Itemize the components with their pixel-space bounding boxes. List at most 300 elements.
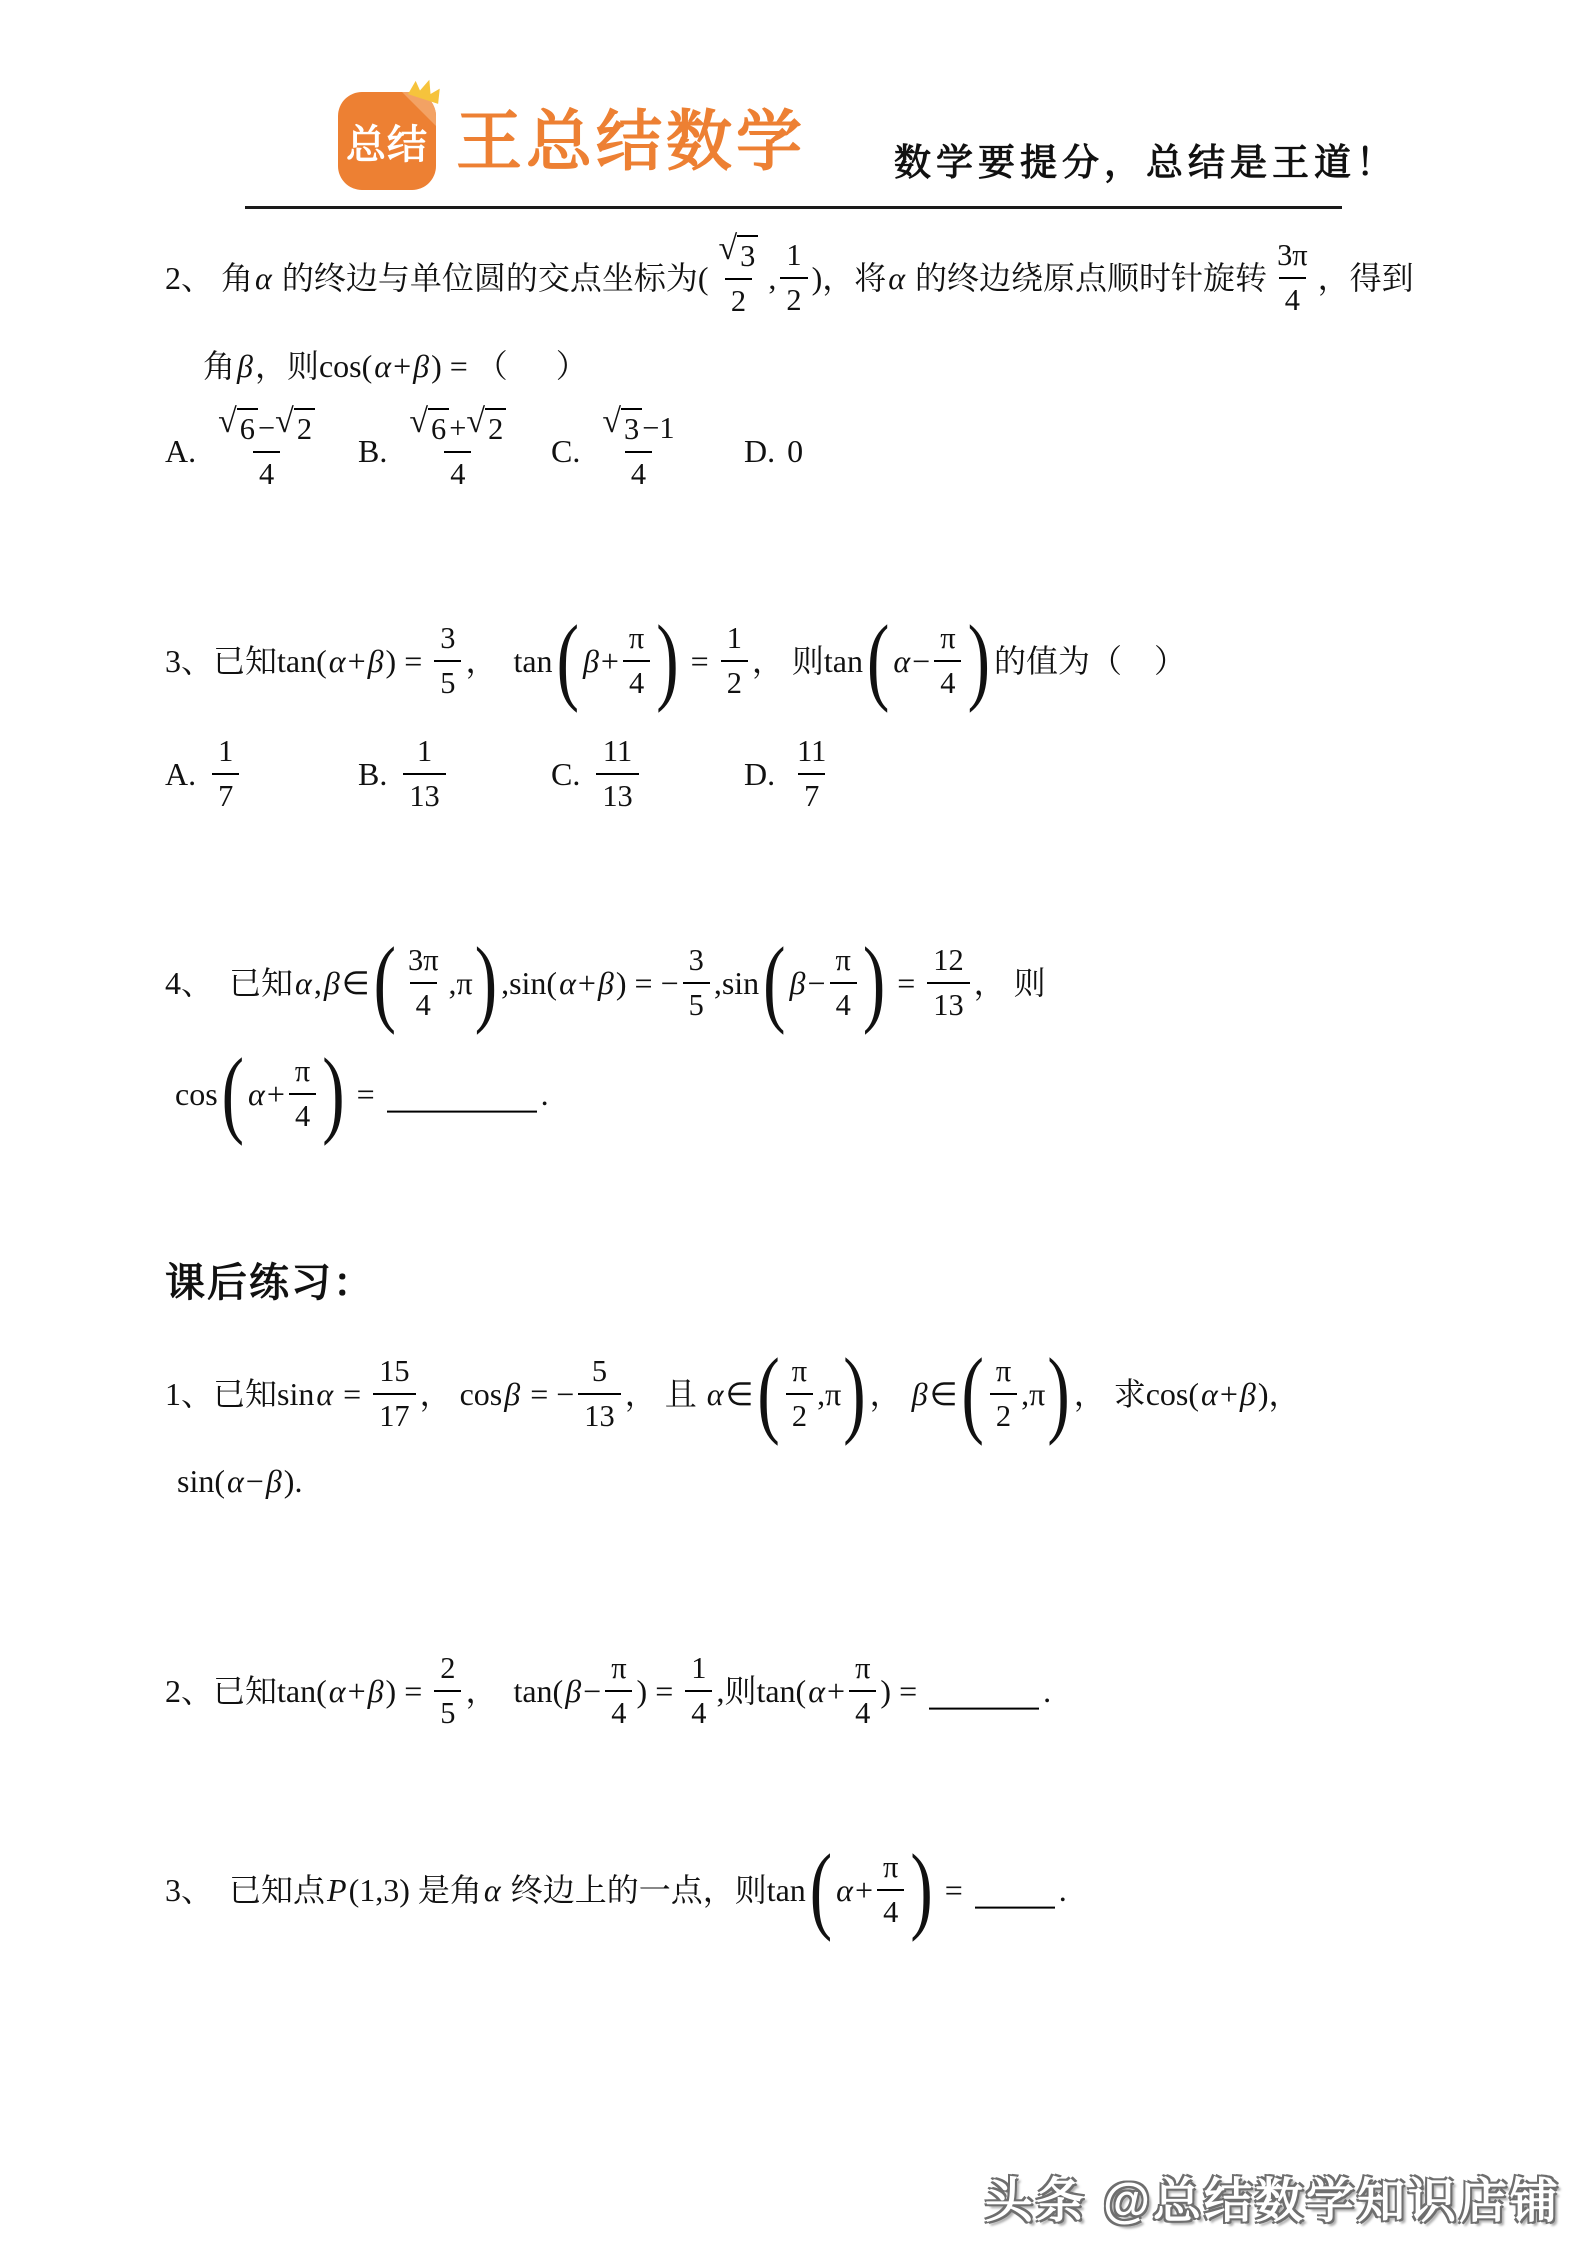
math-text: 3、 已知点: [165, 1871, 326, 1908]
right-paren: ): [843, 1338, 866, 1447]
math-text: 的值为（ ）: [993, 642, 1186, 679]
math-text: ， 则: [973, 964, 1046, 1001]
math-variable: β: [582, 642, 599, 679]
fraction-denominator: [798, 773, 825, 815]
fraction: [402, 941, 445, 1024]
math-variable: α: [328, 1672, 346, 1709]
logo: [338, 92, 806, 190]
homework-1-line-1: [165, 1338, 1447, 1447]
math-text: 0: [787, 432, 804, 469]
math-variable: β: [1239, 1375, 1256, 1412]
fraction: [403, 403, 512, 493]
fraction-numerator: [685, 1649, 712, 1690]
math-text: 2: [488, 412, 504, 446]
fraction-numerator: [927, 941, 969, 982]
math-text: 2: [726, 666, 742, 700]
fraction-denominator: [373, 1393, 415, 1435]
math-text: ) =: [880, 1672, 926, 1709]
math-text: 13: [584, 1399, 615, 1433]
math-variable: β: [323, 964, 340, 1001]
left-paren: (: [556, 605, 579, 714]
square-root: [718, 230, 758, 275]
logo-icon: [338, 92, 436, 190]
math-text: .: [1043, 1672, 1052, 1709]
fraction: [877, 1848, 904, 1931]
problem-2-line-1: [165, 230, 1447, 320]
math-text: 2、 角: [165, 259, 254, 296]
fraction: [623, 619, 650, 702]
math-variable: α: [295, 964, 312, 1001]
math-variable: β: [789, 964, 806, 1001]
fraction-denominator: [849, 1690, 876, 1732]
fraction: [830, 941, 857, 1024]
math-text: +: [266, 1075, 285, 1112]
math-text: 4: [611, 1696, 627, 1730]
math-text: ， 则tan: [751, 642, 863, 679]
fraction-denominator: [780, 277, 807, 319]
math-text: π: [883, 1850, 899, 1884]
right-paren: ): [1047, 1338, 1070, 1447]
fraction-denominator: [685, 1690, 712, 1732]
option-value: [208, 403, 325, 493]
fraction-denominator: [212, 773, 239, 815]
math-text: π: [294, 1054, 311, 1088]
math-text: ,: [313, 964, 322, 1001]
math-variable: α: [1201, 1375, 1218, 1412]
left-paren: (: [961, 1338, 984, 1447]
fraction-denominator: [786, 1393, 813, 1435]
option-item: [744, 732, 937, 815]
problem-3-options: [165, 732, 1447, 815]
math-variable: β: [597, 964, 614, 1001]
fraction-numerator: [403, 403, 512, 451]
math-text: 1、已知sin: [165, 1375, 315, 1412]
math-text: ， tan: [465, 642, 553, 679]
square-root: [409, 403, 449, 448]
math-text: 4: [630, 457, 647, 491]
math-text: 4: [940, 666, 956, 700]
math-text: 11: [797, 734, 827, 768]
math-text: 4: [835, 988, 851, 1022]
homework-2-line-1: [165, 1649, 1447, 1732]
left-paren: (: [373, 927, 396, 1036]
math-text: 3π: [408, 943, 439, 977]
math-text: 1: [416, 734, 433, 768]
fraction: [685, 1649, 712, 1732]
fraction: [934, 619, 961, 702]
math-text: +: [347, 1672, 366, 1709]
option-value: [592, 732, 642, 815]
option-label: A.: [165, 755, 197, 792]
math-text: 1: [786, 238, 802, 272]
math-variable: α: [836, 1871, 853, 1908]
fraction-numerator: [712, 230, 764, 278]
footer-watermark: 头条 @总结数学知识店铺: [984, 2175, 1561, 2228]
radicand: [737, 235, 758, 275]
math-text: ∈: [341, 964, 370, 1001]
math-text: 7: [804, 779, 820, 813]
homework-1-line-2: [165, 1461, 1447, 1501]
math-text: ， tan(: [465, 1672, 564, 1709]
parenthesized-group: [555, 605, 681, 714]
math-variable: β: [265, 1463, 282, 1499]
right-paren: ): [862, 927, 886, 1036]
option-value: [592, 403, 684, 493]
math-text: 12: [933, 943, 964, 977]
math-variable: α: [559, 964, 576, 1001]
math-text: ，: [869, 1375, 910, 1412]
fraction: [1271, 236, 1314, 319]
homework-heading: 课后练习：: [165, 1260, 375, 1305]
radicand: [294, 408, 315, 448]
math-variable: α: [316, 1375, 334, 1412]
fraction: [605, 1649, 632, 1732]
math-text: 13: [409, 779, 440, 813]
math-text: 4: [628, 666, 645, 700]
math-text: +: [449, 411, 467, 445]
math-variable: α: [328, 642, 346, 679]
radicand: [237, 408, 258, 448]
option-label: C.: [551, 755, 581, 792]
math-text: 17: [379, 1399, 410, 1433]
radical-icon: √: [218, 403, 237, 440]
square-root: [466, 403, 506, 448]
option-value: [787, 431, 803, 471]
math-text: 4: [415, 988, 431, 1022]
math-text: 4、 已知: [165, 964, 294, 1001]
fraction-numerator: [411, 732, 438, 773]
option-label: D.: [744, 755, 776, 792]
math-text: ,π: [1021, 1375, 1046, 1412]
square-root: [275, 403, 315, 448]
math-text: 11: [602, 734, 633, 768]
math-text: =: [889, 964, 924, 1001]
math-text: =: [682, 642, 717, 679]
fraction-numerator: [586, 1352, 613, 1393]
option-item: [165, 732, 358, 815]
problem-3-line-1: [165, 605, 1447, 714]
math-text: π: [835, 943, 851, 977]
fraction-denominator: [877, 1889, 904, 1931]
right-paren: ): [656, 605, 679, 714]
fraction: [212, 403, 321, 493]
option-label: C.: [551, 432, 581, 469]
math-text: 2、已知tan(: [165, 1672, 327, 1709]
radicand: [621, 408, 642, 448]
math-variable: β: [367, 642, 384, 679]
math-text: 3: [624, 412, 640, 446]
radical-icon: √: [409, 403, 429, 440]
math-text: 1: [691, 1651, 707, 1685]
math-variable: α: [888, 259, 906, 296]
math-text: ， cos: [419, 1375, 503, 1412]
fraction: [434, 1649, 461, 1732]
math-text: ,: [768, 259, 777, 296]
homework-3-line-1: [165, 1834, 1447, 1943]
fraction-numerator: [212, 403, 321, 451]
math-text: 2: [296, 412, 313, 446]
radical-icon: √: [718, 230, 738, 267]
fraction-denominator: [721, 660, 748, 702]
math-text: ，则cos(: [254, 348, 373, 384]
fraction-denominator: [683, 982, 710, 1024]
fraction-numerator: [434, 619, 461, 660]
math-text: 4: [294, 1099, 311, 1133]
math-variable: P: [327, 1871, 347, 1908]
math-text: 13: [602, 779, 633, 813]
problem-2-options: [165, 403, 1447, 493]
math-text: 角: [203, 348, 236, 384]
problem-2-line-2: [165, 346, 1447, 386]
fraction-denominator: [596, 773, 638, 815]
fraction-numerator: [721, 619, 748, 660]
logo-wordmark: 王总结数学: [456, 104, 806, 178]
math-text: 3: [740, 239, 756, 273]
math-text: −: [807, 964, 826, 1001]
math-text: ).: [283, 1463, 303, 1499]
fraction-numerator: [780, 236, 807, 277]
math-text: 5: [688, 988, 704, 1022]
math-text: 3: [688, 943, 704, 977]
math-text: = −: [522, 1375, 575, 1412]
parenthesized-group: [865, 605, 992, 714]
answer-blank: [929, 1707, 1039, 1709]
fraction-numerator: [786, 1352, 813, 1393]
math-text: +: [600, 642, 619, 679]
fraction-numerator: [990, 1352, 1017, 1393]
option-label: B.: [358, 432, 388, 469]
fraction-denominator: [625, 451, 652, 493]
fraction-numerator: [934, 619, 961, 660]
math-text: ) =: [385, 642, 431, 679]
math-text: 4: [855, 1696, 871, 1730]
fraction: [990, 1352, 1017, 1435]
parenthesized-group: [372, 927, 499, 1036]
fraction-numerator: [877, 1848, 904, 1889]
math-variable: α: [248, 1075, 265, 1112]
left-paren: (: [867, 605, 890, 714]
fraction-numerator: [1271, 236, 1314, 277]
parenthesized-group: [755, 1338, 867, 1447]
math-variable: α: [893, 642, 911, 679]
fraction-numerator: [373, 1352, 415, 1393]
math-text: π: [855, 1651, 871, 1685]
header-tagline: 数学要提分，总结是王道！: [894, 143, 1398, 184]
square-root: [218, 403, 258, 448]
fraction-denominator: [725, 278, 752, 320]
math-text: )，: [1257, 1375, 1301, 1412]
fraction: [927, 941, 969, 1024]
math-text: 7: [218, 779, 234, 813]
fraction-denominator: [623, 660, 650, 702]
math-text: +: [827, 1672, 846, 1709]
fraction: [683, 941, 710, 1024]
math-text: ,则tan(: [716, 1672, 807, 1709]
math-text: +: [393, 348, 412, 384]
math-text: 4: [883, 1895, 899, 1929]
math-text: sin(: [177, 1463, 225, 1499]
answer-blank: [387, 1110, 537, 1112]
fraction-denominator: [434, 660, 461, 702]
math-variable: β: [237, 348, 253, 384]
fraction: [712, 230, 764, 320]
math-text: ,π: [817, 1375, 842, 1412]
left-paren: (: [763, 927, 786, 1036]
fraction-denominator: [444, 451, 471, 493]
fraction: [434, 619, 461, 702]
math-variable: α: [706, 1375, 724, 1412]
option-item: [358, 403, 551, 493]
left-paren: (: [809, 1834, 833, 1943]
fraction-denominator: [434, 1690, 461, 1732]
fraction: [780, 236, 807, 319]
parenthesized-group: [959, 1338, 1071, 1447]
math-text: 2: [730, 284, 747, 318]
fraction-numerator: [597, 732, 638, 773]
math-text: −: [583, 1672, 602, 1709]
document-body: [0, 230, 1587, 1943]
math-variable: α: [374, 348, 392, 384]
fraction: [212, 732, 239, 815]
radical-icon: √: [602, 403, 622, 440]
fraction-numerator: [289, 1052, 316, 1093]
math-variable: β: [367, 1672, 384, 1709]
fraction: [373, 1352, 415, 1435]
option-item: [744, 431, 937, 471]
math-text: ) =: [636, 1672, 682, 1709]
math-text: =: [936, 1871, 971, 1908]
right-paren: ): [910, 1834, 933, 1943]
math-text: π: [940, 621, 956, 655]
math-text: 2: [786, 283, 802, 317]
math-variable: β: [565, 1672, 582, 1709]
math-text: +: [854, 1871, 874, 1908]
math-text: ， 求cos(: [1073, 1375, 1200, 1412]
math-text: 1: [218, 734, 234, 768]
math-text: 5: [591, 1354, 608, 1388]
math-text: (1,3) 是角: [348, 1871, 482, 1908]
fraction: [403, 732, 445, 815]
math-text: 2: [995, 1399, 1012, 1433]
fraction: [786, 1352, 813, 1435]
logo-icon-label: 总结: [346, 122, 428, 167]
square-root: [602, 403, 642, 448]
math-text: ) =: [385, 1672, 431, 1709]
math-text: cos: [175, 1075, 218, 1112]
math-text: −: [258, 411, 276, 445]
parenthesized-group: [808, 1834, 935, 1943]
problem-4-line-1: [165, 927, 1447, 1036]
math-text: ,π: [448, 964, 473, 1001]
math-text: 3、已知tan(: [165, 642, 327, 679]
math-text: ) = −: [615, 964, 679, 1001]
math-text: π: [995, 1354, 1012, 1388]
math-text: 2: [440, 1651, 456, 1685]
fraction-numerator: [791, 732, 832, 773]
fraction-denominator: [605, 1690, 632, 1732]
math-text: 6: [431, 412, 447, 446]
math-text: ， 且: [624, 1375, 705, 1412]
fraction-numerator: [683, 941, 710, 982]
parenthesized-group: [761, 927, 887, 1036]
fraction: [596, 403, 680, 493]
math-text: 5: [440, 1696, 456, 1730]
fraction-numerator: [605, 1649, 632, 1690]
header-divider: [245, 206, 1342, 209]
math-text: 的终边与单位圆的交点坐标为(: [273, 259, 709, 296]
problem-4-line-2: [165, 1038, 1447, 1147]
radical-icon: √: [275, 403, 294, 440]
math-text: −1: [642, 411, 675, 445]
math-text: ∈: [929, 1375, 958, 1412]
math-text: 1: [726, 621, 742, 655]
option-value: [208, 732, 243, 815]
right-paren: ): [322, 1038, 345, 1147]
fraction: [721, 619, 748, 702]
math-variable: α: [483, 1871, 501, 1908]
math-text: ∈: [725, 1375, 754, 1412]
math-text: +: [347, 642, 366, 679]
radicand: [428, 408, 449, 448]
math-text: ,sin(: [501, 964, 558, 1001]
math-variable: α: [227, 1463, 244, 1499]
math-text: +: [1219, 1375, 1238, 1412]
fraction-denominator: [578, 1393, 620, 1435]
fraction-denominator: [403, 773, 445, 815]
option-item: [551, 732, 744, 815]
fraction-denominator: [1279, 277, 1306, 319]
math-text: =: [335, 1375, 370, 1412]
fraction-numerator: [596, 403, 680, 451]
math-text: ,sin: [713, 964, 760, 1001]
math-text: 3π: [1277, 238, 1308, 272]
math-text: 4: [691, 1696, 707, 1730]
math-text: .: [540, 1075, 549, 1112]
right-paren: ): [474, 927, 498, 1036]
left-paren: (: [757, 1338, 780, 1447]
option-item: [551, 403, 744, 493]
left-paren: (: [221, 1038, 245, 1147]
math-text: )，将: [811, 259, 887, 296]
math-text: 6: [239, 412, 255, 446]
right-paren: ): [967, 605, 990, 714]
math-text: −: [245, 1463, 264, 1499]
option-label: A.: [165, 432, 197, 469]
fraction-denominator: [934, 660, 961, 702]
option-value: [787, 732, 836, 815]
fraction-denominator: [927, 982, 969, 1024]
fraction-numerator: [849, 1649, 876, 1690]
math-text: π: [791, 1354, 808, 1388]
math-text: ) = （ ）: [431, 348, 588, 384]
math-text: =: [348, 1075, 383, 1112]
math-text: +: [577, 964, 596, 1001]
math-variable: α: [808, 1672, 826, 1709]
header: [0, 0, 1587, 190]
fraction-numerator: [623, 619, 650, 660]
math-text: 3: [440, 621, 456, 655]
math-variable: β: [413, 348, 430, 384]
math-text: .: [1058, 1871, 1067, 1908]
math-text: 2: [791, 1399, 808, 1433]
math-text: π: [628, 621, 645, 655]
radical-icon: √: [466, 403, 486, 440]
parenthesized-group: [220, 1038, 347, 1147]
math-text: 15: [379, 1354, 410, 1388]
option-item: [165, 403, 358, 493]
math-text: 4: [258, 457, 275, 491]
option-value: [399, 403, 516, 493]
